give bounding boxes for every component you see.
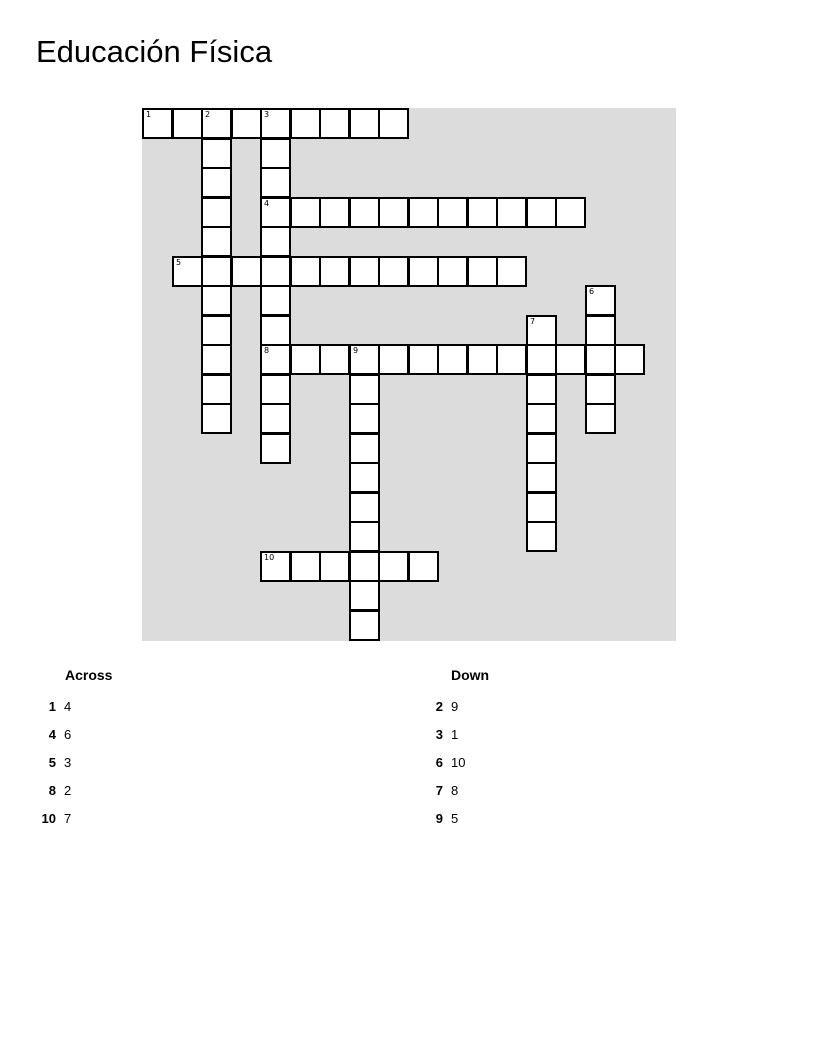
- crossword-cell[interactable]: [496, 197, 527, 228]
- crossword-cell[interactable]: [585, 344, 616, 375]
- crossword-cell[interactable]: [408, 197, 439, 228]
- crossword-cell[interactable]: [349, 492, 380, 523]
- clue-text: 6: [64, 727, 72, 742]
- crossword-cell[interactable]: [290, 551, 321, 582]
- crossword-cell[interactable]: [260, 226, 291, 257]
- clue-text: 4: [64, 699, 72, 714]
- crossword-cell[interactable]: [201, 403, 232, 434]
- crossword-cell[interactable]: [290, 344, 321, 375]
- crossword-cell[interactable]: [290, 256, 321, 287]
- crossword-cell[interactable]: [526, 462, 557, 493]
- crossword-cell[interactable]: [290, 108, 321, 139]
- cell-number: 4: [264, 199, 270, 208]
- crossword-cell[interactable]: [260, 256, 291, 287]
- crossword-cell[interactable]: [349, 403, 380, 434]
- crossword-cell[interactable]: [526, 433, 557, 464]
- crossword-cell[interactable]: [260, 197, 291, 228]
- crossword-cell[interactable]: [319, 256, 350, 287]
- clue-number: 9: [435, 811, 443, 826]
- crossword-cell[interactable]: [555, 197, 586, 228]
- crossword-cell[interactable]: [526, 374, 557, 405]
- crossword-cell[interactable]: [526, 492, 557, 523]
- crossword-cell[interactable]: [260, 285, 291, 316]
- crossword-cell[interactable]: [496, 344, 527, 375]
- cell-number: 5: [176, 258, 182, 267]
- clue-number: 3: [435, 727, 443, 742]
- crossword-cell[interactable]: [526, 403, 557, 434]
- crossword-cell[interactable]: [585, 315, 616, 346]
- clue-text: 9: [451, 699, 459, 714]
- clue-text: 5: [451, 811, 459, 826]
- clue-text: 1: [451, 727, 459, 742]
- crossword-cell[interactable]: [585, 374, 616, 405]
- crossword-cell[interactable]: [201, 374, 232, 405]
- crossword-cell[interactable]: [437, 197, 468, 228]
- crossword-cell[interactable]: [467, 197, 498, 228]
- crossword-cell[interactable]: [260, 403, 291, 434]
- crossword-cell[interactable]: [408, 551, 439, 582]
- crossword-cell[interactable]: [231, 108, 262, 139]
- crossword-cell[interactable]: [555, 344, 586, 375]
- crossword-cell[interactable]: [349, 580, 380, 611]
- crossword-cell[interactable]: [260, 344, 291, 375]
- clue-number: 6: [435, 755, 443, 770]
- crossword-cell[interactable]: [349, 551, 380, 582]
- crossword-cell[interactable]: [467, 344, 498, 375]
- crossword-cell[interactable]: [201, 108, 232, 139]
- crossword-cell[interactable]: [437, 344, 468, 375]
- cell-number: 7: [530, 317, 536, 326]
- crossword-cell[interactable]: [260, 551, 291, 582]
- clue-text: 8: [451, 783, 459, 798]
- clue-number: 4: [48, 727, 56, 742]
- cell-number: 9: [353, 346, 359, 355]
- clue-number: 7: [435, 783, 443, 798]
- crossword-cell[interactable]: [378, 108, 409, 139]
- clue-number: 10: [41, 811, 56, 826]
- crossword-cell[interactable]: [319, 551, 350, 582]
- clue-number: 5: [48, 755, 56, 770]
- crossword-cell[interactable]: [378, 197, 409, 228]
- crossword-cell[interactable]: [378, 551, 409, 582]
- crossword-cell[interactable]: [526, 197, 557, 228]
- crossword-cell[interactable]: [201, 344, 232, 375]
- crossword-cell[interactable]: [408, 344, 439, 375]
- crossword-cell[interactable]: [349, 374, 380, 405]
- cell-number: 2: [205, 110, 211, 119]
- crossword-cell[interactable]: [319, 108, 350, 139]
- crossword-cell[interactable]: [201, 197, 232, 228]
- cell-number: 8: [264, 346, 270, 355]
- page-title: Educación Física: [36, 34, 273, 69]
- crossword-cell[interactable]: [319, 344, 350, 375]
- crossword-cell[interactable]: [526, 521, 557, 552]
- across-heading: Across: [65, 667, 113, 683]
- clue-text: 2: [64, 783, 72, 798]
- down-heading: Down: [451, 667, 490, 683]
- crossword-cell[interactable]: [437, 256, 468, 287]
- cell-number: 10: [264, 553, 275, 562]
- crossword-cell[interactable]: [526, 315, 557, 346]
- crossword-cell[interactable]: [201, 285, 232, 316]
- cell-number: 1: [146, 110, 152, 119]
- crossword-cell[interactable]: [142, 108, 173, 139]
- cell-number: 3: [264, 110, 270, 119]
- clue-number: 2: [435, 699, 443, 714]
- crossword-cell[interactable]: [408, 256, 439, 287]
- crossword-cell[interactable]: [614, 344, 645, 375]
- crossword-cell[interactable]: [290, 197, 321, 228]
- cell-number: 6: [589, 287, 595, 296]
- crossword-cell[interactable]: [349, 197, 380, 228]
- crossword-cell[interactable]: [349, 108, 380, 139]
- crossword-cell[interactable]: [201, 167, 232, 198]
- crossword-grid: [142, 108, 676, 641]
- crossword-cell[interactable]: [349, 256, 380, 287]
- clue-text: 10: [451, 755, 466, 770]
- crossword-cell[interactable]: [349, 610, 380, 641]
- crossword-cell[interactable]: [319, 197, 350, 228]
- clue-text: 3: [64, 755, 72, 770]
- crossword-cell[interactable]: [349, 344, 380, 375]
- clue-number: 1: [48, 699, 56, 714]
- crossword-cell[interactable]: [260, 315, 291, 346]
- crossword-cell[interactable]: [526, 344, 557, 375]
- crossword-cell[interactable]: [201, 315, 232, 346]
- crossword-cell[interactable]: [260, 433, 291, 464]
- crossword-cell[interactable]: [260, 374, 291, 405]
- clue-number: 8: [48, 783, 56, 798]
- crossword-cell[interactable]: [260, 167, 291, 198]
- crossword-cell[interactable]: [260, 108, 291, 139]
- crossword-cell[interactable]: [585, 285, 616, 316]
- crossword-cell[interactable]: [378, 256, 409, 287]
- crossword-cell[interactable]: [231, 256, 262, 287]
- crossword-cell[interactable]: [172, 108, 203, 139]
- crossword-cell[interactable]: [260, 138, 291, 169]
- crossword-cell[interactable]: [585, 403, 616, 434]
- crossword-cell[interactable]: [349, 433, 380, 464]
- crossword-cell[interactable]: [349, 462, 380, 493]
- crossword-cell[interactable]: [172, 256, 203, 287]
- crossword-cell[interactable]: [201, 226, 232, 257]
- crossword-cell[interactable]: [349, 521, 380, 552]
- crossword-cell[interactable]: [201, 138, 232, 169]
- crossword-cell[interactable]: [496, 256, 527, 287]
- crossword-cell[interactable]: [467, 256, 498, 287]
- crossword-cell[interactable]: [201, 256, 232, 287]
- clue-text: 7: [64, 811, 72, 826]
- crossword-cell[interactable]: [378, 344, 409, 375]
